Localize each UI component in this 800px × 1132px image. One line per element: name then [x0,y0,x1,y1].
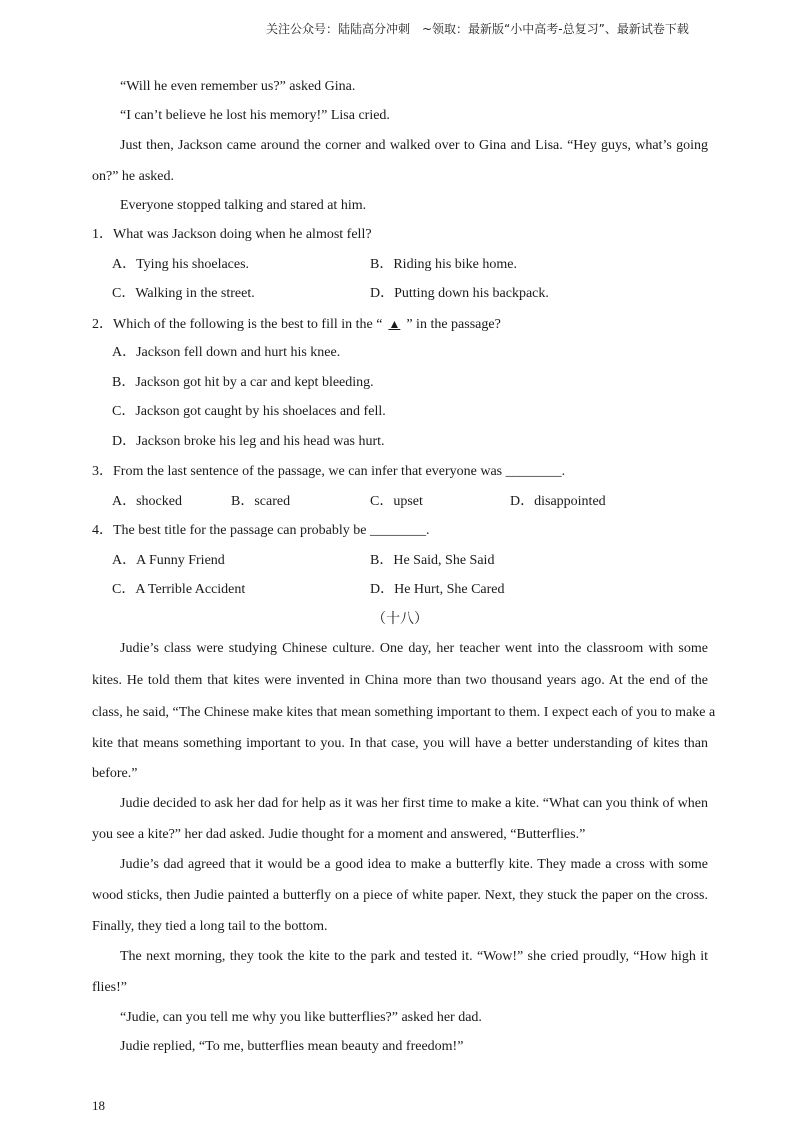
q2-option-d: D．Jackson broke his leg and his head was hurt. [112,434,385,449]
passage-line: flies!” [92,980,127,995]
question-3-stem: 3．From the last sentence of the passage, we can infer that everyone was ________. [92,464,566,479]
q1-option-a: A．Tying his shoelaces. [112,257,250,272]
passage-line: kites. He told them that kites were invented in China more than two thousand years ago. At the end of the [92,673,708,688]
q1-option-d: D．Putting down his backpack. [370,286,549,301]
text-line: “Will he even remember us?” asked Gina. [120,79,356,94]
q3-option-c: C．upset [370,494,423,509]
passage-line: wood sticks, then Judie painted a butterfly on a piece of white paper. Next, they stuck the paper on the cross. [92,888,708,903]
page-header: 关注公众号：陆陆高分冲刺 ~领取：最新版“小中高考-总复习”、最新试卷下载 [266,22,689,36]
question-2-stem [92,315,501,334]
text-line: “I can’t believe he lost his memory!” Lisa cried. [120,108,390,123]
q2-blank: ▲ [388,317,401,331]
question-1-stem: 1．What was Jackson doing when he almost fell? [92,227,372,242]
page-number: 18 [92,1098,105,1113]
passage-line: kite that means something important to you. In that case, you will have a better understanding of kites than [92,736,708,751]
passage-line: you see a kite?” her dad asked. Judie thought for a moment and answered, “Butterflies.” [92,827,586,842]
section-title: （十八） [372,612,428,627]
question-4-stem: 4．The best title for the passage can probably be ________. [92,523,430,538]
passage-line: Judie replied, “To me, butterflies mean beauty and freedom!” [120,1039,464,1054]
passage-line: before.” [92,766,138,781]
passage-line: Judie’s class were studying Chinese culture. One day, her teacher went into the classroom with some [120,641,708,656]
text-line: on?” he asked. [92,169,175,184]
q4-option-b: B．He Said, She Said [370,553,495,568]
q3-option-d: D．disappointed [510,494,606,509]
text-line: Just then, Jackson came around the corner and walked over to Gina and Lisa. “Hey guys, what’s going [120,138,708,153]
q1-option-b: B．Riding his bike home. [370,257,517,272]
passage-line: The next morning, they took the kite to the park and tested it. “Wow!” she cried proudly, “How high it [120,949,708,964]
q4-option-a: A．A Funny Friend [112,553,225,568]
text-line: Everyone stopped talking and stared at him. [120,198,367,213]
q2-option-b: B．Jackson got hit by a car and kept bleeding. [112,375,374,390]
passage-line: Judie’s dad agreed that it would be a good idea to make a butterfly kite. They made a cross with some [120,857,708,872]
q2-stem-after: ” in the passage? [406,317,501,332]
q1-option-c: C．Walking in the street. [112,286,255,301]
q3-option-b: B．scared [231,494,291,509]
q4-option-d: D．He Hurt, She Cared [370,582,505,597]
passage-line: class, he said, “The Chinese make kites that mean something important to them. I expect each of you to make a [92,705,716,720]
passage-line: “Judie, can you tell me why you like butterflies?” asked her dad. [120,1010,482,1025]
q3-option-a: A．shocked [112,494,182,509]
q2-option-c: C．Jackson got caught by his shoelaces and fell. [112,404,386,419]
passage-line: Judie decided to ask her dad for help as it was her first time to make a kite. “What can you think of when [120,796,708,811]
passage-line: Finally, they tied a long tail to the bottom. [92,919,328,934]
q2-option-a: A．Jackson fell down and hurt his knee. [112,345,341,360]
q4-option-c: C．A Terrible Accident [112,582,246,597]
q2-stem-before: 2．Which of the following is the best to fill in the “ [92,317,383,332]
